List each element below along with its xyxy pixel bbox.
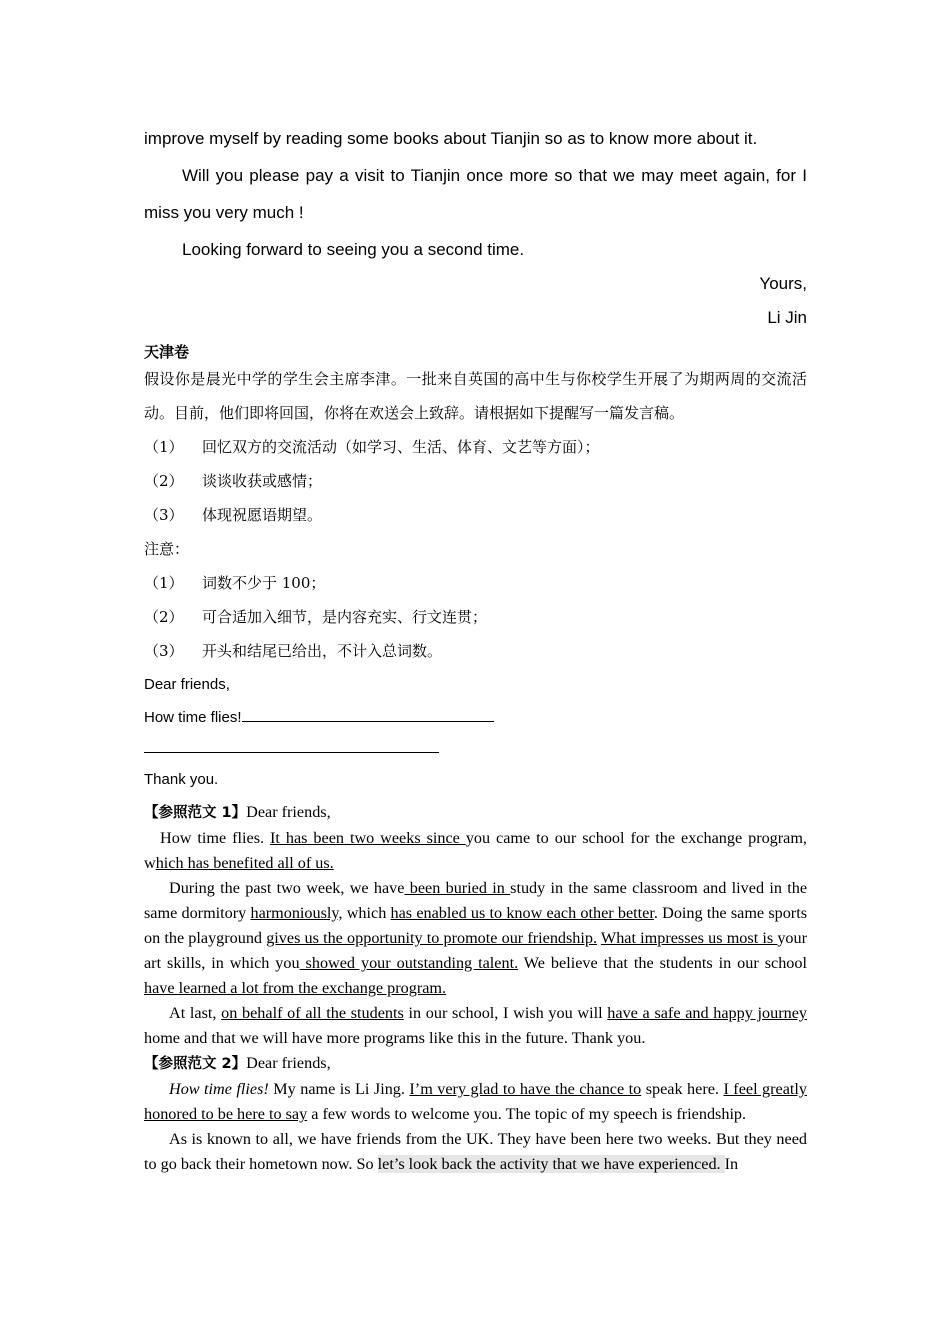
text-run: your art skills, in which you <box>144 929 807 972</box>
notes-label: 注意： <box>144 540 190 558</box>
sample-salutation: Dear friends, <box>246 803 331 821</box>
letter-closing: Yours, <box>759 274 807 293</box>
prompt-point <box>144 498 807 532</box>
underlined-phrase: hich has benefited all of us. <box>155 854 334 872</box>
letter-signature: Li Jin <box>767 308 807 327</box>
paragraph-runs <box>144 829 807 872</box>
sample-paragraph <box>144 1077 807 1127</box>
note-text: 可合适加入细节，是内容充实、行文连贯； <box>202 608 488 626</box>
text-run: study in the same classroom and lived in the same dormitory <box>144 879 808 922</box>
text-run: We believe that the students in our school <box>518 954 807 972</box>
sample-paragraph <box>144 876 807 1001</box>
underlined-phrase: I feel greatly honored to be here to say <box>144 1080 807 1123</box>
point-number: （2） <box>144 472 184 490</box>
notes-list <box>144 566 807 668</box>
note-number: （2） <box>144 608 184 626</box>
text-run: My name is Li Jing. <box>268 1080 410 1098</box>
salutation: Dear friends, <box>144 676 230 693</box>
underlined-phrase: have learned a lot from the exchange program. <box>144 979 447 997</box>
underlined-phrase: What impresses us most is <box>600 929 778 947</box>
underlined-phrase: harmoniously, <box>250 904 343 922</box>
sample-tag: 【参照范文 2】 <box>144 1056 247 1072</box>
ending-line: Thank you. <box>144 771 219 788</box>
sample-salutation: Dear friends, <box>246 1054 331 1072</box>
letter-paragraph: Will you please pay a visit to Tianjin once more so that we may meet again, for I miss you very much ! <box>144 166 807 222</box>
note-item <box>144 566 807 600</box>
opening-line <box>144 701 807 734</box>
underlined-phrase: been buried in <box>404 879 511 897</box>
sample-paragraph <box>144 826 807 876</box>
letter-paragraph: Looking forward to seeing you a second time. <box>182 240 525 259</box>
note-number: （1） <box>144 574 184 592</box>
text-run: In <box>724 1155 739 1173</box>
prompt-points <box>144 430 807 532</box>
sample-header <box>144 800 807 826</box>
document-page <box>144 120 807 1177</box>
underlined-phrase: on behalf of all the students <box>221 1004 404 1022</box>
text-run: During the past two week, we have <box>169 879 405 897</box>
underlined-phrase: showed your outstanding talent. <box>299 954 519 972</box>
point-number: （1） <box>144 438 184 456</box>
text-run: speak here. <box>641 1080 724 1098</box>
sample-paragraph <box>144 1127 807 1177</box>
answer-blank[interactable] <box>242 707 494 722</box>
sample-essay-2 <box>144 1051 807 1177</box>
text-run: . Doing the same sports on the playground <box>144 904 807 947</box>
note-text: 词数不少于 100； <box>202 574 326 592</box>
opening-text: How time flies! <box>144 709 242 726</box>
underlined-phrase: have a safe and happy journey <box>607 1004 807 1022</box>
sample-paragraph <box>144 1001 807 1051</box>
paragraph-runs <box>144 1130 807 1173</box>
note-item <box>144 600 807 634</box>
text-run: which <box>342 904 391 922</box>
text-run: in our school, I wish you will <box>403 1004 608 1022</box>
sample-header <box>144 1051 807 1077</box>
underlined-phrase: has enabled us to know each other better <box>390 904 654 922</box>
prompt-point <box>144 430 807 464</box>
note-number: （3） <box>144 642 184 660</box>
letter-line: improve myself by reading some books about Tianjin so as to know more about it. <box>144 129 758 148</box>
point-text: 谈谈收获或感情； <box>202 472 323 490</box>
text-run: At last, <box>169 1004 222 1022</box>
prompt-intro: 假设你是晨光中学的学生会主席李津。一批来自英国的高中生与你校学生开展了为期两周的交流活动。目前，他们即将回国，你将在欢送会上致辞。请根据如下提醒写一篇发言稿。 <box>144 370 807 422</box>
sample-essay-1 <box>144 800 807 1051</box>
text-run: How time flies. <box>160 829 271 847</box>
highlighted-phrase: let’s look back the activity that we have experienced. <box>377 1155 725 1173</box>
text-run: you came to our school for the exchange program, w <box>144 829 807 872</box>
note-item <box>144 634 807 668</box>
underlined-phrase: I’m very glad to have the chance to <box>409 1080 642 1098</box>
section-heading: 天津卷 <box>144 343 190 361</box>
underlined-phrase: It has been two weeks since <box>270 829 466 847</box>
paragraph-runs <box>144 1004 807 1047</box>
point-text: 回忆双方的交流活动（如学习、生活、体育、文艺等方面）； <box>202 438 600 456</box>
text-run: As is known to all, we have friends from the UK. They have been here two weeks. But they need to go back their hometown now. So <box>144 1130 807 1173</box>
sample-tag: 【参照范文 1】 <box>144 805 247 821</box>
note-text: 开头和结尾已给出，不计入总词数。 <box>202 642 443 660</box>
point-text: 体现祝愿语期望。 <box>202 506 323 524</box>
italic-phrase: How time flies! <box>169 1080 269 1098</box>
text-run: a few words to welcome you. The topic of my speech is friendship. <box>307 1105 747 1123</box>
text-run: home and that we will have more programs like this in the future. Thank you. <box>144 1029 646 1047</box>
point-number: （3） <box>144 506 184 524</box>
underlined-phrase: gives us the opportunity to promote our friendship. <box>266 929 598 947</box>
paragraph-runs <box>144 879 807 997</box>
paragraph-runs <box>144 1080 807 1123</box>
prompt-point <box>144 464 807 498</box>
answer-blank-line[interactable] <box>144 734 439 753</box>
